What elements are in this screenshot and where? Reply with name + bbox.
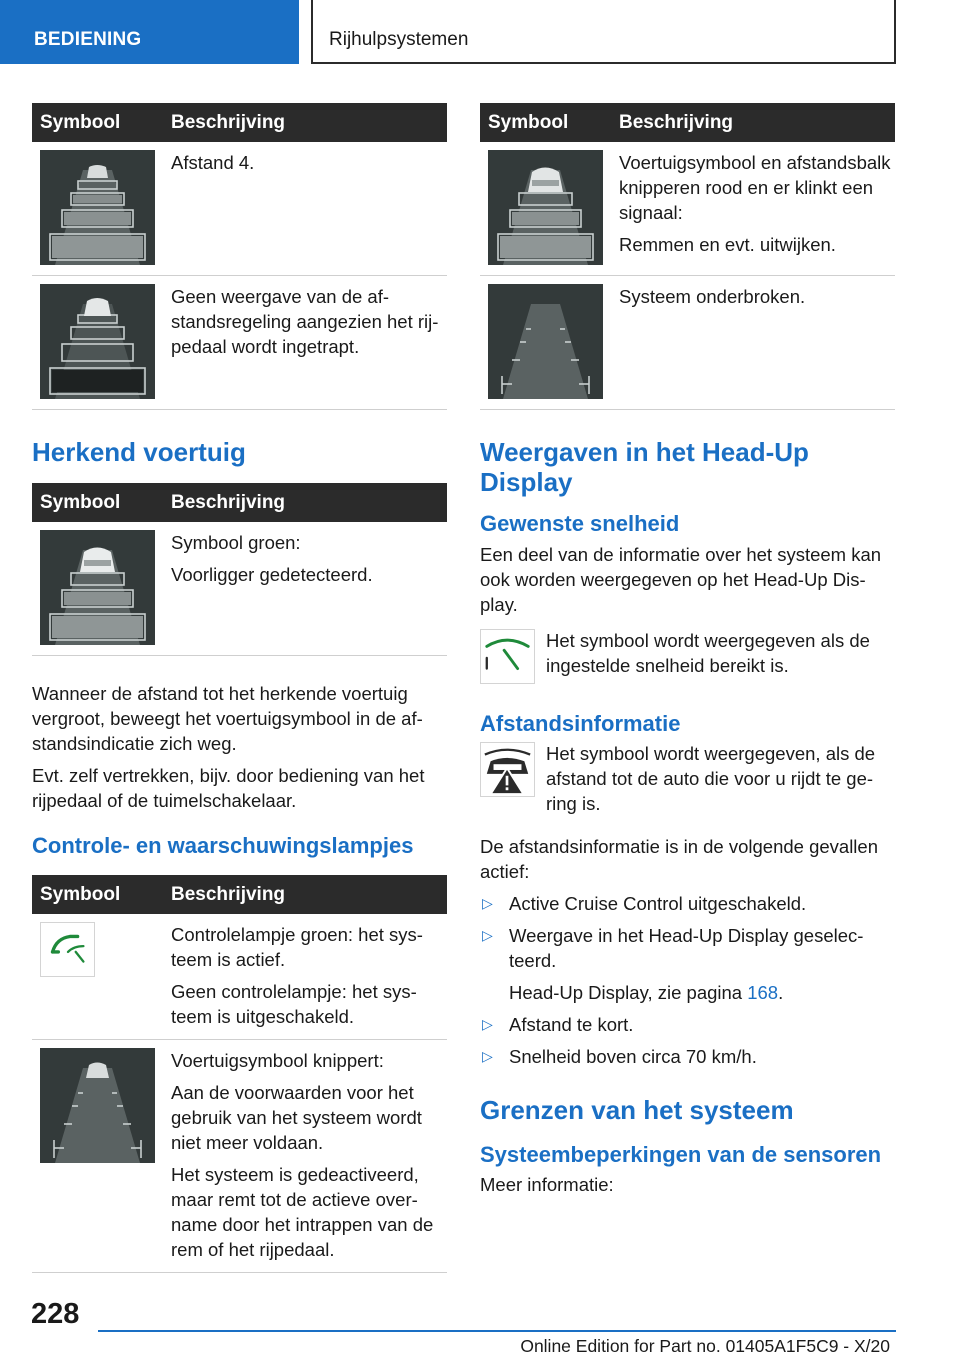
heading-system-limits: Grenzen van het systeem bbox=[480, 1095, 794, 1125]
speedometer-green-icon bbox=[40, 922, 95, 977]
section-title: BEDIENING bbox=[34, 29, 142, 50]
left-column bbox=[32, 103, 447, 1273]
row-text: Aan de voorwaarden voor het gebruik van het systeem wordt niet meer voldaan. bbox=[171, 1082, 422, 1153]
list-item: ▷ Snelheid boven circa 70 km/h. bbox=[482, 1046, 757, 1067]
distance-4-icon bbox=[40, 150, 155, 265]
page-number: 228 bbox=[31, 1298, 80, 1330]
row-text: Remmen en evt. uitwijken. bbox=[619, 234, 836, 255]
table-row bbox=[480, 276, 895, 410]
table-header-row bbox=[32, 483, 447, 522]
column-header-description: Beschrijving bbox=[163, 103, 447, 142]
speed-icon-row bbox=[480, 628, 895, 684]
table-row bbox=[480, 142, 895, 276]
paragraph: Evt. zelf vertrekken, bijv. door bediening van het rijpedaal of de tuimelschakelaar. bbox=[32, 765, 425, 811]
column-header-description: Beschrijving bbox=[163, 875, 447, 914]
right-column bbox=[480, 103, 895, 1197]
distance-icon-row bbox=[480, 741, 895, 816]
distance-warning-icon bbox=[480, 742, 535, 797]
column-header-symbol: Symbool bbox=[32, 483, 163, 522]
row-text: Voertuigsymbool knippert: bbox=[171, 1050, 384, 1071]
page-link[interactable]: 168 bbox=[747, 982, 779, 1003]
heading-desired-speed: Gewenste snelheid bbox=[480, 511, 680, 536]
footer-divider bbox=[98, 1330, 896, 1332]
vehicle-detected-icon bbox=[40, 530, 155, 645]
column-header-symbol: Symbool bbox=[32, 875, 163, 914]
lamps-table bbox=[32, 875, 447, 1273]
column-header-description: Beschrijving bbox=[611, 103, 895, 142]
row-text: Geen controlelampje: het systeem is uitgeschakeld. bbox=[171, 981, 417, 1027]
section-tab bbox=[0, 0, 299, 64]
triangle-bullet-icon: ▷ bbox=[482, 895, 493, 911]
table-row bbox=[32, 1040, 447, 1273]
list-item: ▷ Weergave in het Head-Up Display geselecteerd. Head-Up Display, zie pagina 168. bbox=[482, 925, 864, 1003]
speed-icon-text: Het symbool wordt weergegeven als de ingestelde snelheid bereikt is. bbox=[546, 630, 870, 676]
row-text: Voorligger gedetecteerd. bbox=[171, 564, 373, 585]
column-header-description: Beschrijving bbox=[163, 483, 447, 522]
list-item: ▷ Active Cruise Control uitgeschakeld. bbox=[482, 893, 807, 914]
paragraph: De afstandsinformatie is in de volgende gevallen actief: bbox=[480, 836, 878, 882]
warning-symbol-table bbox=[480, 103, 895, 410]
detected-vehicle-table bbox=[32, 483, 447, 656]
heading-sensor-limits: Systeembeperkingen van de sensoren bbox=[480, 1142, 882, 1167]
vehicle-blinking-icon bbox=[40, 1048, 155, 1163]
row-text: Geen weergave van de afstandsregeling aangezien het rijpedaal wordt ingetrapt. bbox=[171, 286, 439, 357]
heading-distance-info: Afstandsinformatie bbox=[480, 711, 681, 736]
chapter-title: Rijhulpsystemen bbox=[329, 29, 469, 50]
row-text: Controlelampje groen: het systeem is actief. bbox=[171, 924, 423, 970]
paragraph: Wanneer de afstand tot het herkende voertuig vergroot, beweegt het voertuigsymbool in de afstandsindicatie zich weg. bbox=[32, 683, 423, 754]
distance-symbol-table bbox=[32, 103, 447, 410]
triangle-bullet-icon: ▷ bbox=[482, 1016, 493, 1032]
system-interrupted-icon bbox=[488, 284, 603, 399]
heading-hud: Weergaven in het Head-Up Display bbox=[480, 437, 809, 497]
table-header-row bbox=[32, 875, 447, 914]
paragraph: Meer informatie: bbox=[480, 1174, 614, 1195]
row-text: Systeem onderbroken. bbox=[619, 286, 806, 307]
row-text: Afstand 4. bbox=[171, 152, 255, 173]
triangle-bullet-icon: ▷ bbox=[482, 1048, 493, 1064]
heading-detected-vehicle: Herkend voertuig bbox=[32, 437, 246, 467]
row-text: Symbool groen: bbox=[171, 532, 301, 553]
condition-list bbox=[480, 891, 895, 1069]
column-header-symbol: Symbool bbox=[32, 103, 163, 142]
chapter-tab bbox=[311, 0, 896, 64]
table-header-row bbox=[480, 103, 895, 142]
table-row bbox=[32, 142, 447, 276]
speed-reached-icon bbox=[480, 629, 535, 684]
column-header-symbol: Symbool bbox=[480, 103, 611, 142]
distance-icon-text: Het symbool wordt weergegeven, als de afstand tot de auto die voor u rijdt te gering is. bbox=[546, 743, 876, 814]
paragraph: Een deel van de informatie over het systeem kan ook worden weergegeven op het Head-Up Display. bbox=[480, 544, 882, 615]
heading-lamps: Controle- en waarschuwingslampjes bbox=[32, 833, 414, 858]
vehicle-red-icon bbox=[488, 150, 603, 265]
row-text: Voertuigsymbool en afstandsbalk knipperen rood en er klinkt een signaal: bbox=[619, 152, 891, 223]
triangle-bullet-icon: ▷ bbox=[482, 927, 493, 943]
table-row bbox=[32, 914, 447, 1040]
edition-text: Online Edition for Part no. 01405A1F5C9 - X/20 bbox=[520, 1336, 890, 1356]
table-row bbox=[32, 276, 447, 410]
table-row bbox=[32, 522, 447, 656]
list-item: ▷ Afstand te kort. bbox=[482, 1014, 634, 1035]
no-distance-control-icon bbox=[40, 284, 155, 399]
row-text: Het systeem is gedeactiveerd, maar remt tot de actieve overname door het intrappen van de rem of het rijpedaal. bbox=[171, 1164, 434, 1260]
table-header-row bbox=[32, 103, 447, 142]
